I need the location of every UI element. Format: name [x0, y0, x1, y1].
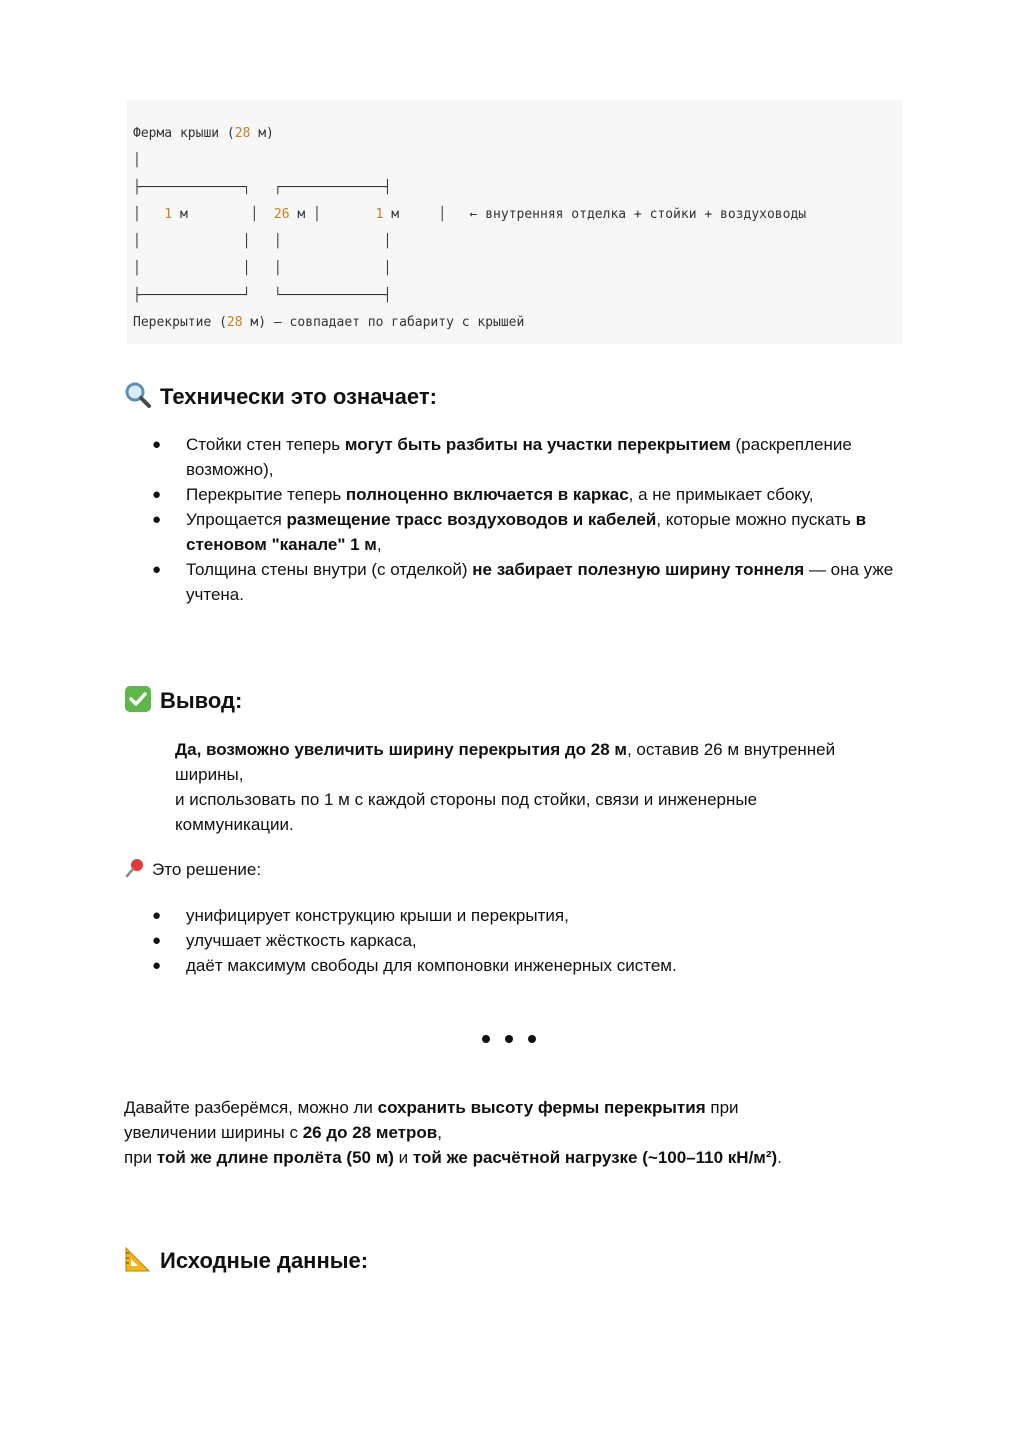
solution-list	[152, 903, 912, 978]
list-item: ● улучшает жёсткость каркаса,	[152, 931, 417, 950]
section-heading-source-data	[124, 1245, 368, 1276]
section-title: Исходные данные:	[160, 1248, 369, 1273]
diagram-line-3: ├─────────────┐ ┌─────────────┤	[133, 180, 392, 195]
list-item: ● унифицирует конструкцию крыши и перекрытия,	[152, 906, 569, 925]
diagram-line-8: Перекрытие (28 м) — совпадает по габариту с крышей	[133, 315, 525, 330]
pin-line: Это решение:	[124, 857, 261, 882]
diagram-line-7: ├─────────────┘ └─────────────┤	[133, 288, 392, 303]
list-item: ● Упрощается размещение трасс воздуховодов и кабелей, которые можно пускать в стеновом "канале" 1 м,	[152, 510, 867, 554]
list-item: ● даёт максимум свободы для компоновки инженерных систем.	[152, 956, 677, 975]
diagram-line-5: │ │ │ │	[133, 234, 392, 249]
diagram-line-1: Ферма крыши (28 м)	[133, 126, 274, 141]
list-item: ● Перекрытие теперь полноценно включается в каркас, а не примыкает сбоку,	[152, 485, 814, 504]
conclusion-paragraph: Да, возможно увеличить ширину перекрытия до 28 м, оставив 26 м внутренней ширины, и использовать по 1 м с каждой стороны под стойки, связи и инженерные коммуникации.	[175, 740, 836, 834]
separator-dot	[505, 1035, 513, 1043]
separator-dot	[528, 1035, 536, 1043]
section-heading-conclusion	[124, 685, 242, 716]
intro-paragraph: Давайте разберёмся, можно ли сохранить высоту фермы перекрытия при увеличении ширины с 26 до 28 метров, при той же длине пролёта (50 м) и той же расчётной нагрузке (~100–110 кН/м²).	[124, 1098, 782, 1167]
diagram-line-6: │ │ │ │	[133, 261, 392, 276]
section-separator	[482, 1030, 551, 1048]
diagram-line-4: │ 1 м │ 26 м │ 1 м │ ← внутренняя отделка + стойки + воздуховоды	[133, 207, 807, 222]
list-item: ● Стойки стен теперь могут быть разбиты на участки перекрытием (раскрепление возможно),	[152, 435, 852, 479]
triangular-ruler-icon	[124, 1245, 152, 1273]
list-item: ● Толщина стены внутри (с отделкой) не забирает полезную ширину тоннеля — она уже учтена.	[152, 560, 894, 604]
technical-list	[152, 432, 912, 607]
pushpin-icon	[124, 857, 146, 879]
section-title: Технически это означает:	[160, 384, 437, 409]
separator-dot	[482, 1035, 490, 1043]
check-mark-icon	[124, 685, 152, 713]
section-heading-technical	[124, 381, 437, 412]
ascii-diagram	[133, 120, 806, 336]
diagram-line-2: │	[133, 153, 141, 168]
section-title: Вывод:	[160, 688, 243, 713]
magnifier-icon	[124, 381, 152, 409]
